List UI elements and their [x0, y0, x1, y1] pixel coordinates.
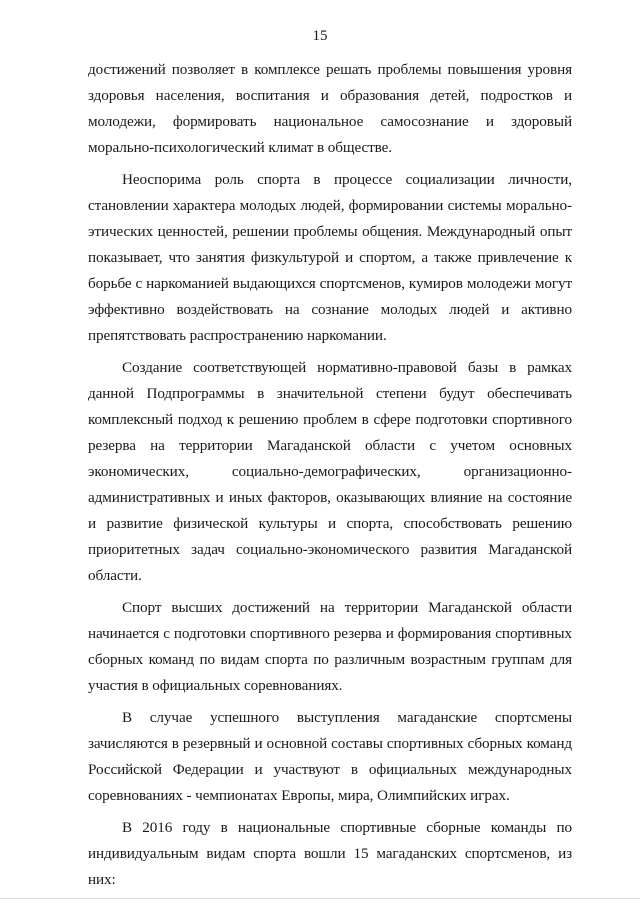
- body-text: [88, 57, 572, 899]
- paragraph-high-achievement-sport: Спорт высших достижений на территории Магаданской области начинается с подготовки спортивного резерва и формирования спортивных сборных команд по видам спорта по различным возрастным группам для участия в официальных соревнованиях.: [88, 599, 572, 694]
- paragraph-2016-national-teams: В 2016 году в национальные спортивные сборные команды по индивидуальным видам спорта вошли 15 магаданских спортсменов, из них:: [88, 819, 572, 888]
- paragraph-successful-performance: В случае успешного выступления магаданские спортсмены зачисляются в резервный и основной составы спортивных сборных команд Российской Федерации и участвуют в официальных международных соревнованиях - чемпионатах Европы, мира, Олимпийских играх.: [88, 709, 572, 804]
- paragraph-legal-base: Создание соответствующей нормативно-правовой базы в рамках данной Подпрограммы в значительной степени будут обеспечивать комплексный подход к решению проблем в сфере подготовки спортивного резерва на территории Магаданской области с учетом основных экономических, социально-демографических, организационно-административных и иных факторов, оказывающих влияние на состояние и развитие физической культуры и спорта, способствовать решению приоритетных задач социально-экономического развития Магаданской области.: [88, 359, 572, 584]
- scan-edge-line: [0, 898, 640, 899]
- page-number: 15: [312, 28, 328, 44]
- paragraph-continuation: достижений позволяет в комплексе решать проблемы повышения уровня здоровья населения, воспитания и образования детей, подростков и молодежи, формировать национальное самосознание и здоровый морально-психологический климат в обществе.: [88, 61, 572, 156]
- paragraph-role-of-sport: Неоспорима роль спорта в процессе социализации личности, становлении характера молодых людей, формировании системы морально-этических ценностей, решении проблемы общения. Международный опыт показывает, что занятия физкультурой и спортом, а также привлечение к борьбе с наркоманией выдающихся спортсменов, кумиров молодежи могут эффективно воздействовать на сознание молодых людей и активно препятствовать распространению наркомании.: [88, 171, 572, 344]
